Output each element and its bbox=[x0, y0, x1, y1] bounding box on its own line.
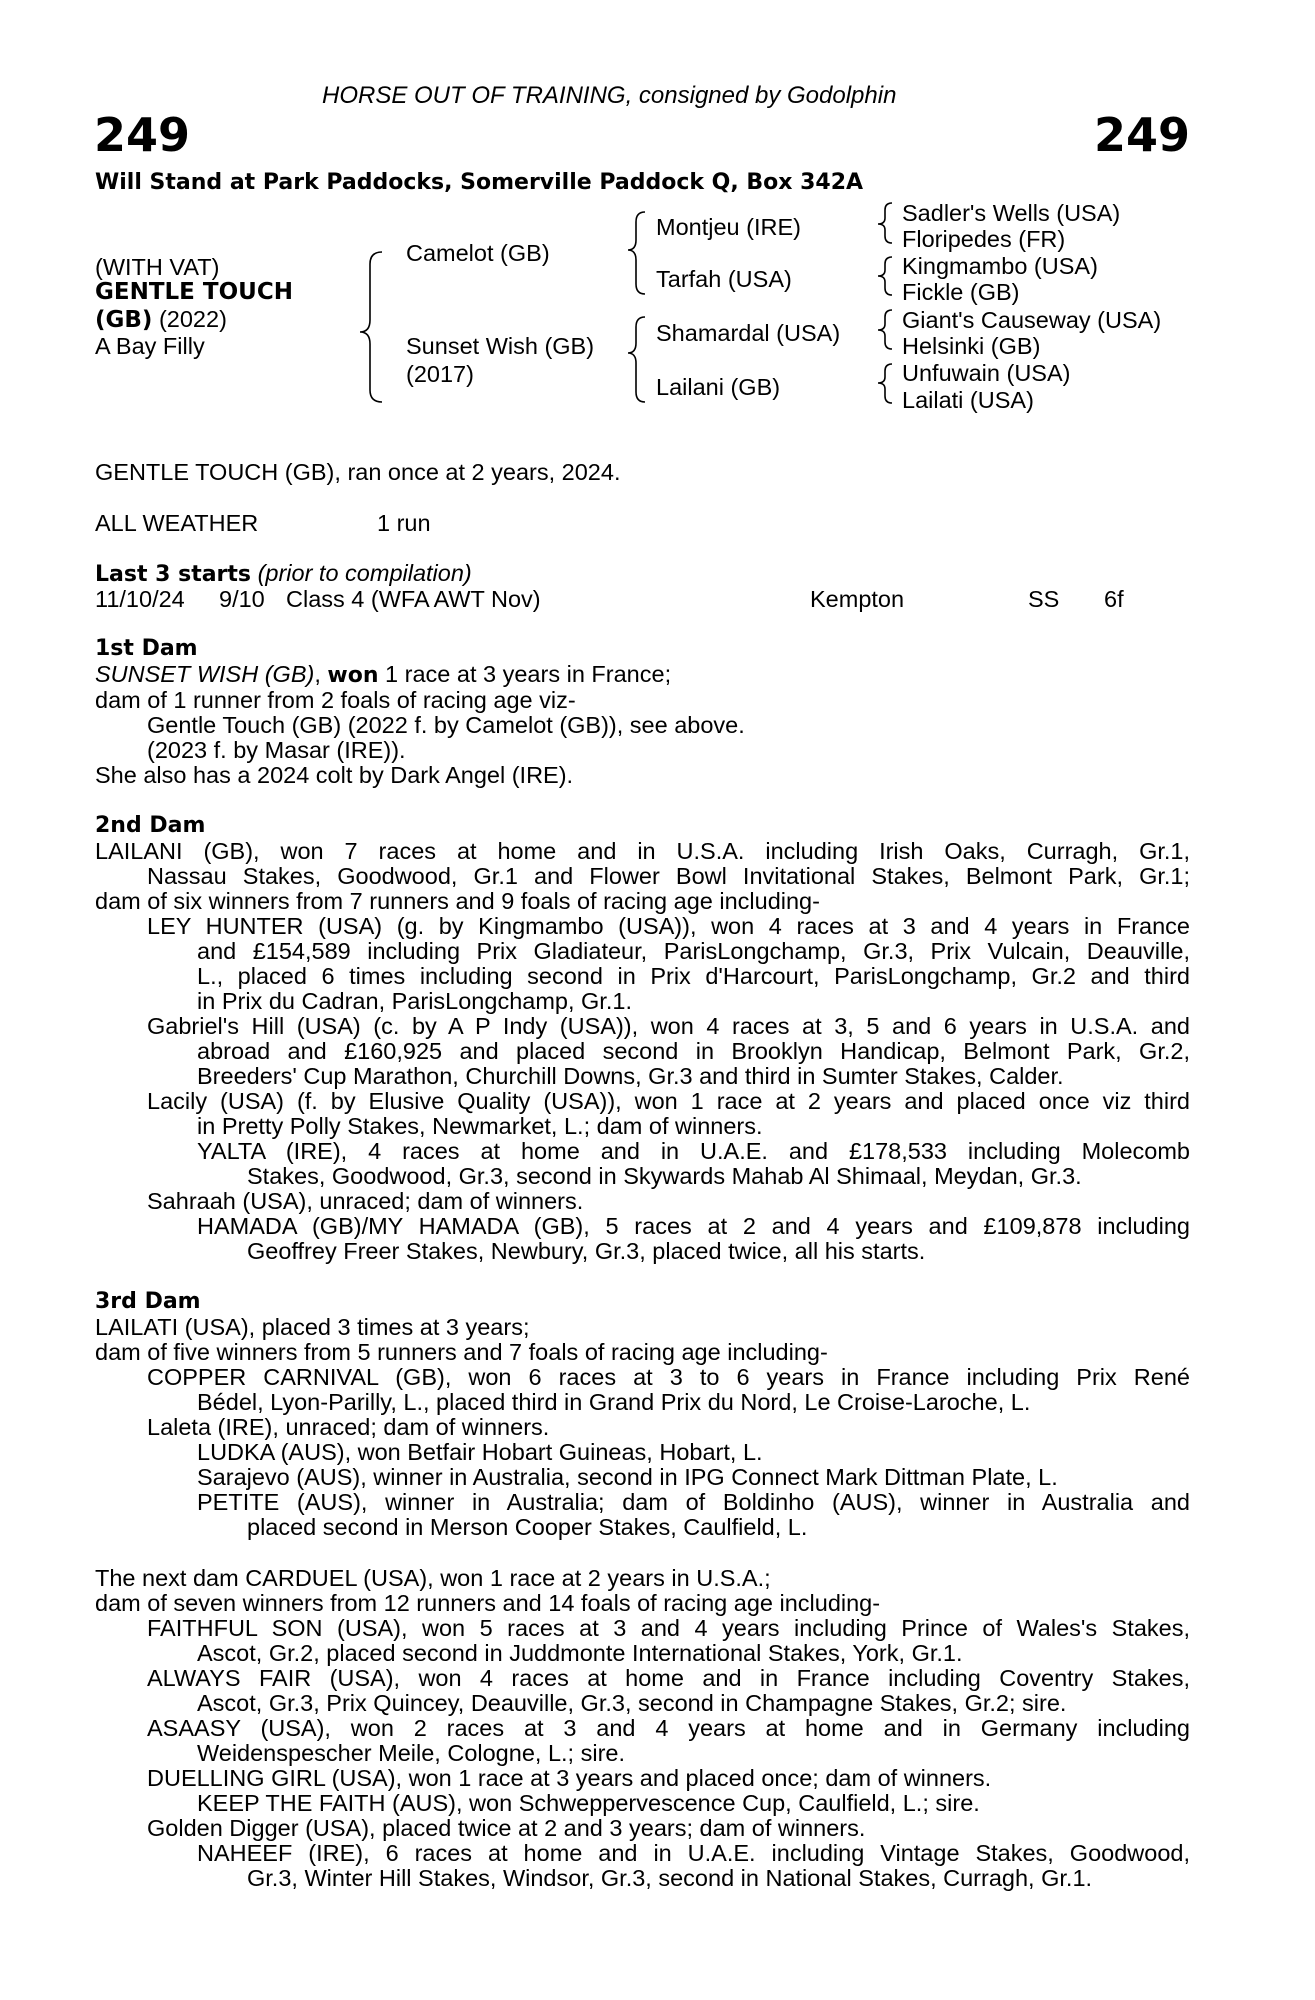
lot-number-right: 249 bbox=[1093, 108, 1190, 162]
sire-brace bbox=[628, 212, 645, 294]
vat-label: (WITH VAT) bbox=[95, 254, 220, 280]
dam-dam: Lailani (GB) bbox=[656, 374, 781, 400]
third-dam-heading: 3rd Dam bbox=[95, 1289, 201, 1314]
second-dam-line: Geoffrey Freer Stakes, Newbury, Gr.3, placed twice, all his starts. bbox=[247, 1238, 926, 1264]
second-dam-line: Gabriel's Hill (USA) (c. by A P Indy (USA)), won 4 races at 3, 5 and 6 years in U.S.A. and bbox=[147, 1013, 1190, 1039]
horse-country: (GB) bbox=[95, 307, 153, 333]
consignment-note: HORSE OUT OF TRAINING, consigned by Godolphin bbox=[322, 82, 897, 109]
third-dam-line: placed second in Merson Cooper Stakes, Caulfield, L. bbox=[247, 1514, 808, 1540]
dd-brace bbox=[878, 364, 892, 403]
start-position: 9/10 bbox=[219, 586, 265, 612]
ds-brace bbox=[878, 310, 892, 349]
runs-count: 1 run bbox=[377, 510, 431, 536]
last-starts-note: (prior to compilation) bbox=[257, 560, 472, 586]
second-dam-line: LEY HUNTER (USA) (g. by Kingmambo (USA)), won 4 races at 3 and 4 years in France bbox=[147, 913, 1190, 939]
next-dam-line: ASAASY (USA), won 2 races at 3 and 4 years at home and in Germany including bbox=[147, 1715, 1190, 1741]
first-dam-line-1 bbox=[95, 663, 671, 687]
second-dam-line: Breeders' Cup Marathon, Churchill Downs, Gr.3 and third in Sumter Stakes, Calder. bbox=[197, 1063, 1064, 1089]
start-race: Class 4 (WFA AWT Nov) bbox=[286, 586, 541, 612]
second-dam-line: HAMADA (GB)/MY HAMADA (GB), 5 races at 2 and 4 years and £109,878 including bbox=[197, 1213, 1190, 1239]
first-dam-line-3: Gentle Touch (GB) (2022 f. by Camelot (GB)), see above. bbox=[147, 712, 745, 738]
second-dam-line: LAILANI (GB), won 7 races at home and in U.S.A. including Irish Oaks, Curragh, Gr.1, bbox=[95, 838, 1190, 864]
last-starts-label: Last 3 starts bbox=[95, 562, 252, 587]
third-dam-line: PETITE (AUS), winner in Australia; dam of Boldinho (AUS), winner in Australia and bbox=[197, 1489, 1190, 1515]
first-dam-won: won bbox=[327, 663, 379, 688]
ds-dam: Helsinki (GB) bbox=[902, 333, 1041, 359]
next-dam-line: Ascot, Gr.3, Prix Quincey, Deauville, Gr.3, second in Champagne Stakes, Gr.2; sire. bbox=[197, 1690, 1067, 1716]
stand-location: Will Stand at Park Paddocks, Somerville Paddock Q, Box 342A bbox=[95, 170, 864, 195]
third-dam-line: COPPER CARNIVAL (GB), won 6 races at 3 to 6 years in France including Prix René bbox=[147, 1364, 1190, 1390]
first-dam-line-4: (2023 f. by Masar (IRE)). bbox=[147, 737, 406, 763]
sd-dam: Fickle (GB) bbox=[902, 279, 1020, 305]
sire-dam: Tarfah (USA) bbox=[656, 266, 792, 292]
dam-brace bbox=[628, 317, 645, 402]
next-dam-line: The next dam CARDUEL (USA), won 1 race at 2 years in U.S.A.; bbox=[95, 1565, 771, 1591]
next-dam-line: Weidenspescher Meile, Cologne, L.; sire. bbox=[197, 1740, 626, 1766]
first-dam-record: 1 race at 3 years in France; bbox=[378, 661, 672, 687]
horse-description: A Bay Filly bbox=[95, 333, 205, 359]
first-dam-name: SUNSET WISH (GB) bbox=[95, 661, 315, 687]
second-dam-line: Stakes, Goodwood, Gr.3, second in Skywards Mahab Al Shimaal, Meydan, Gr.3. bbox=[247, 1163, 1082, 1189]
first-dam-heading: 1st Dam bbox=[95, 636, 198, 661]
ss-dam: Floripedes (FR) bbox=[902, 226, 1066, 252]
third-dam-line: LUDKA (AUS), won Betfair Hobart Guineas, Hobart, L. bbox=[197, 1439, 763, 1465]
second-dam-line: dam of six winners from 7 runners and 9 foals of racing age including- bbox=[95, 888, 820, 914]
start-date: 11/10/24 bbox=[95, 586, 185, 612]
third-dam-line: Sarajevo (AUS), winner in Australia, second in IPG Connect Mark Dittman Plate, L. bbox=[197, 1464, 1058, 1490]
sd-brace bbox=[878, 257, 892, 295]
start-course: Kempton bbox=[810, 586, 905, 612]
sire-name: Camelot (GB) bbox=[406, 240, 550, 266]
second-dam-line: YALTA (IRE), 4 races at home and in U.A.E. and £178,533 including Molecomb bbox=[197, 1138, 1190, 1164]
dd-dam: Lailati (USA) bbox=[902, 387, 1034, 413]
next-dam-line: Gr.3, Winter Hill Stakes, Windsor, Gr.3, second in National Stakes, Curragh, Gr.1. bbox=[247, 1865, 1093, 1891]
dd-sire: Unfuwain (USA) bbox=[902, 360, 1071, 386]
next-dam-line: Ascot, Gr.2, placed second in Juddmonte International Stakes, York, Gr.1. bbox=[197, 1640, 963, 1666]
second-dam-line: in Prix du Cadran, ParisLongchamp, Gr.1. bbox=[197, 988, 632, 1014]
next-dam-line: ALWAYS FAIR (USA), won 4 races at home and in France including Coventry Stakes, bbox=[147, 1665, 1190, 1691]
ds-sire: Giant's Causeway (USA) bbox=[902, 307, 1162, 333]
second-dam-line: abroad and £160,925 and placed second in Brooklyn Handicap, Belmont Park, Gr.2, bbox=[197, 1038, 1190, 1064]
last-starts-heading bbox=[95, 562, 472, 586]
start-going: SS bbox=[1028, 586, 1060, 612]
first-dam-line-2: dam of 1 runner from 2 foals of racing age viz- bbox=[95, 687, 576, 713]
surface-label: ALL WEATHER bbox=[95, 510, 259, 536]
sire-sire: Montjeu (IRE) bbox=[656, 214, 801, 240]
sd-sire: Kingmambo (USA) bbox=[902, 253, 1098, 279]
next-dam-line: dam of seven winners from 12 runners and 14 foals of racing age including- bbox=[95, 1590, 881, 1616]
second-dam-heading: 2nd Dam bbox=[95, 813, 206, 838]
first-dam-line-5: She also has a 2024 colt by Dark Angel (IRE). bbox=[95, 762, 574, 788]
second-dam-line: Lacily (USA) (f. by Elusive Quality (USA)), won 1 race at 2 years and placed once viz third bbox=[147, 1088, 1190, 1114]
second-dam-line: Nassau Stakes, Goodwood, Gr.1 and Flower Bowl Invitational Stakes, Belmont Park, Gr.1; bbox=[147, 863, 1190, 889]
second-dam-line: Sahraah (USA), unraced; dam of winners. bbox=[147, 1188, 584, 1214]
dam-year: (2017) bbox=[406, 361, 474, 387]
main-brace bbox=[360, 252, 382, 402]
third-dam-line: LAILATI (USA), placed 3 times at 3 years; bbox=[95, 1314, 530, 1340]
next-dam-line: NAHEEF (IRE), 6 races at home and in U.A.E. including Vintage Stakes, Goodwood, bbox=[197, 1840, 1190, 1866]
ss-brace bbox=[878, 203, 892, 243]
horse-name: GENTLE TOUCH bbox=[95, 279, 293, 305]
horse-year: (2022) bbox=[152, 306, 227, 332]
ss-sire: Sadler's Wells (USA) bbox=[902, 200, 1121, 226]
next-dam-line: KEEP THE FAITH (AUS), won Schweppervescence Cup, Caulfield, L.; sire. bbox=[197, 1790, 980, 1816]
dam-name: Sunset Wish (GB) bbox=[406, 333, 595, 359]
lot-number-left: 249 bbox=[94, 108, 191, 162]
third-dam-line: dam of five winners from 5 runners and 7 foals of racing age including- bbox=[95, 1339, 828, 1365]
dam-sire: Shamardal (USA) bbox=[656, 320, 841, 346]
next-dam-line: Golden Digger (USA), placed twice at 2 and 3 years; dam of winners. bbox=[147, 1815, 866, 1841]
first-dam-sep: , bbox=[314, 661, 328, 687]
second-dam-line: and £154,589 including Prix Gladiateur, ParisLongchamp, Gr.3, Prix Vulcain, Deauville, bbox=[197, 938, 1190, 964]
second-dam-line: in Pretty Polly Stakes, Newmarket, L.; dam of winners. bbox=[197, 1113, 763, 1139]
third-dam-line: Laleta (IRE), unraced; dam of winners. bbox=[147, 1414, 550, 1440]
next-dam-line: DUELLING GIRL (USA), won 1 race at 3 years and placed once; dam of winners. bbox=[147, 1765, 992, 1791]
third-dam-line: Bédel, Lyon-Parilly, L., placed third in Grand Prix du Nord, Le Croise-Laroche, L. bbox=[197, 1389, 1031, 1415]
start-distance: 6f bbox=[1104, 586, 1124, 612]
next-dam-line: FAITHFUL SON (USA), won 5 races at 3 and 4 years including Prince of Wales's Stakes, bbox=[147, 1615, 1190, 1641]
record-summary: GENTLE TOUCH (GB), ran once at 2 years, 2024. bbox=[95, 459, 621, 485]
second-dam-line: L., placed 6 times including second in Prix d'Harcourt, ParisLongchamp, Gr.2 and third bbox=[197, 963, 1190, 989]
